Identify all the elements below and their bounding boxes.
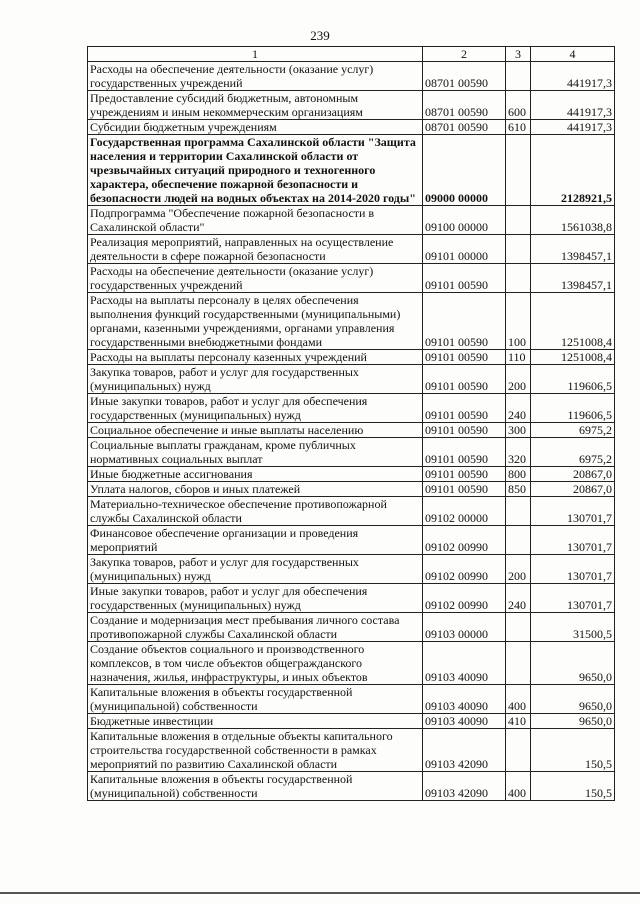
row-type: 800 bbox=[506, 467, 531, 482]
row-code: 09102 00000 bbox=[423, 497, 506, 526]
row-type: 200 bbox=[506, 555, 531, 584]
table-row bbox=[88, 62, 615, 91]
row-name: Капитальные вложения в отдельные объекты капитального строительства государственной собственности в рамках мероприятий по развитию Сахалинской области bbox=[88, 729, 423, 772]
row-code: 09101 00590 bbox=[423, 467, 506, 482]
row-code: 09101 00590 bbox=[423, 350, 506, 365]
row-type: 610 bbox=[506, 120, 531, 135]
row-sum: 1251008,4 bbox=[531, 293, 615, 350]
table-row bbox=[88, 772, 615, 801]
row-code: 09103 40090 bbox=[423, 685, 506, 714]
table-row bbox=[88, 135, 615, 206]
table-row bbox=[88, 235, 615, 264]
row-type bbox=[506, 642, 531, 685]
row-name: Капитальные вложения в объекты государственной (муниципальной) собственности bbox=[88, 685, 423, 714]
row-name: Создание объектов социального и производственного комплексов, в том числе объектов общегражданского назначения, жилья, инфраструктуры, и иных объектов bbox=[88, 642, 423, 685]
row-name: Создание и модернизация мест пребывания личного состава противопожарной службы Сахалинской области bbox=[88, 613, 423, 642]
table-row bbox=[88, 467, 615, 482]
row-code: 09102 00990 bbox=[423, 584, 506, 613]
bottom-rule bbox=[0, 892, 640, 894]
row-code: 09101 00000 bbox=[423, 235, 506, 264]
row-code: 09100 00000 bbox=[423, 206, 506, 235]
header-col-1: 1 bbox=[88, 47, 423, 62]
table-row bbox=[88, 91, 615, 120]
row-type: 100 bbox=[506, 293, 531, 350]
row-code: 09101 00590 bbox=[423, 438, 506, 467]
row-sum: 1398457,1 bbox=[531, 235, 615, 264]
row-type bbox=[506, 235, 531, 264]
row-code: 09101 00590 bbox=[423, 423, 506, 438]
row-sum: 441917,3 bbox=[531, 91, 615, 120]
row-name: Социальные выплаты гражданам, кроме публичных нормативных социальных выплат bbox=[88, 438, 423, 467]
row-sum: 2128921,5 bbox=[531, 135, 615, 206]
page-number: 239 bbox=[310, 28, 330, 43]
table-row bbox=[88, 613, 615, 642]
table-row bbox=[88, 206, 615, 235]
row-type bbox=[506, 264, 531, 293]
table-row bbox=[88, 438, 615, 467]
row-name: Подпрограмма "Обеспечение пожарной безопасности в Сахалинской области" bbox=[88, 206, 423, 235]
row-type: 600 bbox=[506, 91, 531, 120]
table-row bbox=[88, 714, 615, 729]
row-name: Расходы на выплаты персоналу казенных учреждений bbox=[88, 350, 423, 365]
row-name: Предоставление субсидий бюджетным, автономным учреждениям и иным некоммерческим организациям bbox=[88, 91, 423, 120]
row-type: 320 bbox=[506, 438, 531, 467]
row-type: 240 bbox=[506, 394, 531, 423]
row-code: 09103 40090 bbox=[423, 642, 506, 685]
row-sum: 9650,0 bbox=[531, 642, 615, 685]
row-sum: 119606,5 bbox=[531, 394, 615, 423]
row-sum: 20867,0 bbox=[531, 467, 615, 482]
row-name: Капитальные вложения в объекты государственной (муниципальной) собственности bbox=[88, 772, 423, 801]
row-sum: 441917,3 bbox=[531, 120, 615, 135]
row-sum: 130701,7 bbox=[531, 584, 615, 613]
row-code: 09101 00590 bbox=[423, 293, 506, 350]
row-code: 09000 00000 bbox=[423, 135, 506, 206]
row-sum: 441917,3 bbox=[531, 62, 615, 91]
row-sum: 1561038,8 bbox=[531, 206, 615, 235]
row-type bbox=[506, 135, 531, 206]
row-type: 240 bbox=[506, 584, 531, 613]
table-row bbox=[88, 264, 615, 293]
row-sum: 31500,5 bbox=[531, 613, 615, 642]
table-row bbox=[88, 120, 615, 135]
header-col-4: 4 bbox=[531, 47, 615, 62]
row-name: Социальное обеспечение и иные выплаты населению bbox=[88, 423, 423, 438]
row-type: 410 bbox=[506, 714, 531, 729]
table-row bbox=[88, 729, 615, 772]
row-sum: 130701,7 bbox=[531, 526, 615, 555]
row-type bbox=[506, 497, 531, 526]
row-sum: 119606,5 bbox=[531, 365, 615, 394]
row-name: Расходы на обеспечение деятельности (оказание услуг) государственных учреждений bbox=[88, 264, 423, 293]
row-type: 110 bbox=[506, 350, 531, 365]
budget-table bbox=[87, 46, 615, 801]
row-code: 09101 00590 bbox=[423, 394, 506, 423]
table-row bbox=[88, 293, 615, 350]
row-code: 09103 42090 bbox=[423, 729, 506, 772]
row-code: 08701 00590 bbox=[423, 62, 506, 91]
row-code: 09101 00590 bbox=[423, 264, 506, 293]
row-sum: 130701,7 bbox=[531, 497, 615, 526]
row-name: Государственная программа Сахалинской области "Защита населения и территории Сахалинской области от чрезвычайных ситуаций природного и техногенного характера, обеспечение пожарной безопасности и безопасности людей на водных объектах на 2014-2020 годы" bbox=[88, 135, 423, 206]
row-code: 09103 00000 bbox=[423, 613, 506, 642]
row-sum: 20867,0 bbox=[531, 482, 615, 497]
row-name: Закупка товаров, работ и услуг для государственных (муниципальных) нужд bbox=[88, 555, 423, 584]
row-name: Иные бюджетные ассигнования bbox=[88, 467, 423, 482]
row-sum: 150,5 bbox=[531, 729, 615, 772]
row-sum: 130701,7 bbox=[531, 555, 615, 584]
row-name: Расходы на обеспечение деятельности (оказание услуг) государственных учреждений bbox=[88, 62, 423, 91]
row-sum: 1251008,4 bbox=[531, 350, 615, 365]
row-sum: 9650,0 bbox=[531, 714, 615, 729]
table-row bbox=[88, 350, 615, 365]
row-name: Иные закупки товаров, работ и услуг для обеспечения государственных (муниципальных) нужд bbox=[88, 394, 423, 423]
row-name: Иные закупки товаров, работ и услуг для обеспечения государственных (муниципальных) нужд bbox=[88, 584, 423, 613]
row-name: Материально-техническое обеспечение противопожарной службы Сахалинской области bbox=[88, 497, 423, 526]
table-row bbox=[88, 642, 615, 685]
row-code: 09102 00990 bbox=[423, 526, 506, 555]
row-name: Бюджетные инвестиции bbox=[88, 714, 423, 729]
row-type: 400 bbox=[506, 772, 531, 801]
row-sum: 1398457,1 bbox=[531, 264, 615, 293]
table-row bbox=[88, 555, 615, 584]
table-row bbox=[88, 685, 615, 714]
row-sum: 9650,0 bbox=[531, 685, 615, 714]
row-sum: 6975,2 bbox=[531, 423, 615, 438]
row-type: 300 bbox=[506, 423, 531, 438]
row-type bbox=[506, 729, 531, 772]
row-type: 200 bbox=[506, 365, 531, 394]
row-name: Финансовое обеспечение организации и проведения мероприятий bbox=[88, 526, 423, 555]
table-row bbox=[88, 394, 615, 423]
row-code: 09103 40090 bbox=[423, 714, 506, 729]
table-row bbox=[88, 526, 615, 555]
table-row bbox=[88, 423, 615, 438]
table-row bbox=[88, 482, 615, 497]
row-type bbox=[506, 613, 531, 642]
table-header-row bbox=[88, 47, 615, 62]
row-name: Уплата налогов, сборов и иных платежей bbox=[88, 482, 423, 497]
row-code: 09102 00990 bbox=[423, 555, 506, 584]
row-sum: 6975,2 bbox=[531, 438, 615, 467]
row-type: 400 bbox=[506, 685, 531, 714]
row-name: Расходы на выплаты персоналу в целях обеспечения выполнения функций государственными (муниципальными) органами, казенными учреждениями, органами управления государственными внебюджетными фондами bbox=[88, 293, 423, 350]
table-row bbox=[88, 497, 615, 526]
row-code: 09101 00590 bbox=[423, 482, 506, 497]
row-type bbox=[506, 62, 531, 91]
row-name: Субсидии бюджетным учреждениям bbox=[88, 120, 423, 135]
table-row bbox=[88, 584, 615, 613]
row-code: 08701 00590 bbox=[423, 120, 506, 135]
row-name: Закупка товаров, работ и услуг для государственных (муниципальных) нужд bbox=[88, 365, 423, 394]
row-code: 08701 00590 bbox=[423, 91, 506, 120]
row-code: 09101 00590 bbox=[423, 365, 506, 394]
row-name: Реализация мероприятий, направленных на осуществление деятельности в сфере пожарной безопасности bbox=[88, 235, 423, 264]
row-type bbox=[506, 526, 531, 555]
row-sum: 150,5 bbox=[531, 772, 615, 801]
row-code: 09103 42090 bbox=[423, 772, 506, 801]
header-col-2: 2 bbox=[423, 47, 506, 62]
header-col-3: 3 bbox=[506, 47, 531, 62]
row-type bbox=[506, 206, 531, 235]
row-type: 850 bbox=[506, 482, 531, 497]
table-row bbox=[88, 365, 615, 394]
